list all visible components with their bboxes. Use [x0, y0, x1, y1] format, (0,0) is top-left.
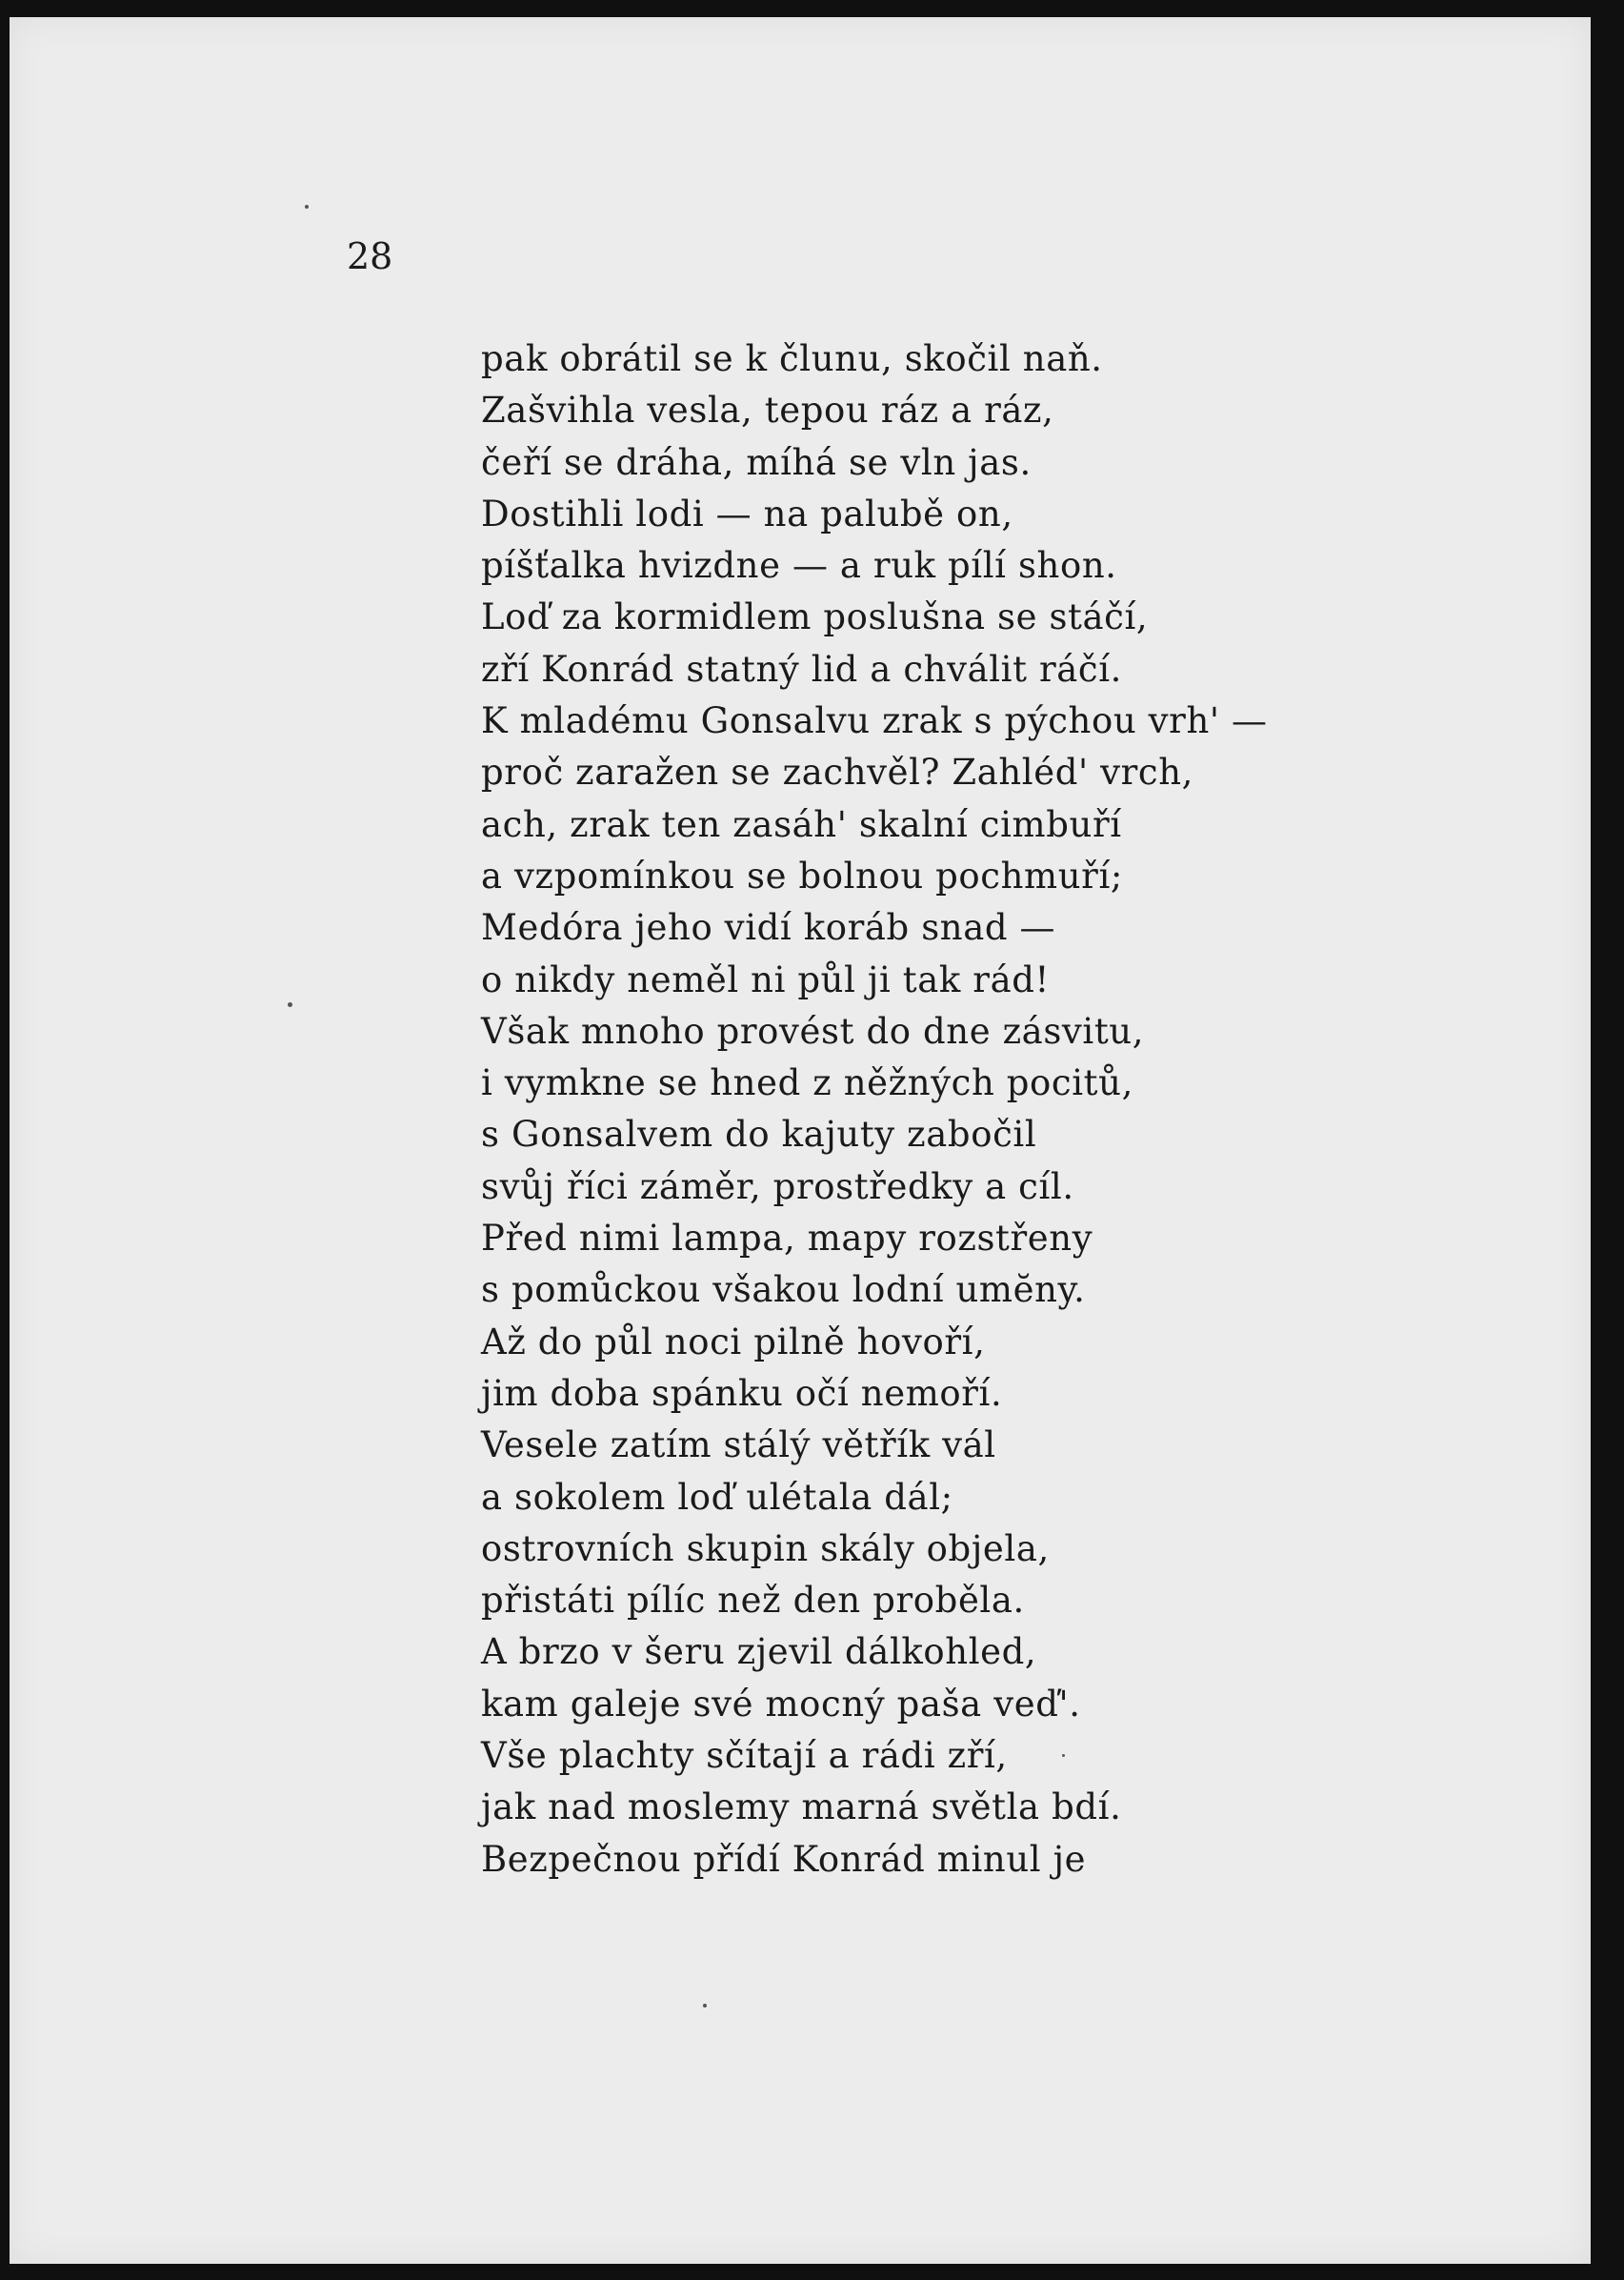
poem-line: svůj říci záměr, prostředky a cíl. — [481, 1165, 1074, 1207]
poem-line: K mladému Gonsalvu zrak s pýchou vrh' — — [481, 700, 1268, 742]
poem-line: pak obrátil se k člunu, skočil naň. — [481, 338, 1103, 379]
paper-speck — [288, 1002, 292, 1007]
poem-line: Zašvihla vesla, tepou ráz a ráz, — [481, 390, 1054, 432]
poem-line: jak nad moslemy marná světla bdí. — [481, 1786, 1122, 1828]
poem-line: a vzpomínkou se bolnou pochmuří; — [481, 855, 1123, 897]
poem-line: proč zaražen se zachvěl? Zahléd' vrch, — [481, 752, 1194, 794]
paper-speck — [703, 2004, 707, 2008]
poem-line: ostrovních skupin skály objela, — [481, 1527, 1050, 1569]
poem-line: Před nimi lampa, mapy rozstřeny — [481, 1218, 1093, 1260]
poem-line: Vesele zatím stálý větřík vál — [481, 1424, 996, 1466]
poem-line: s Gonsalvem do kajuty zabočil — [481, 1114, 1037, 1156]
poem-line: i vymkne se hned z něžných pocitů, — [481, 1062, 1133, 1104]
poem-line: Bezpečnou přídí Konrád minul je — [481, 1838, 1087, 1880]
poem-line: přistáti pílíc než den proběla. — [481, 1580, 1025, 1622]
poem-line: zří Konrád statný lid a chválit ráčí. — [481, 648, 1123, 690]
paper-speck — [305, 205, 309, 209]
poem-line: kam galeje své mocný paša veď'. — [481, 1683, 1081, 1725]
poem-line: a sokolem loď ulétala dál; — [481, 1476, 953, 1518]
poem-line: Loď za kormidlem poslušna se stáčí, — [481, 596, 1149, 638]
poem-line: o nikdy neměl ni půl ji tak rád! — [481, 958, 1050, 1000]
poem-line: jim doba spánku očí nemoří. — [481, 1372, 1003, 1414]
poem-line: Až do půl noci pilně hovoří, — [481, 1321, 986, 1362]
poem-line: čeří se dráha, míhá se vln jas. — [481, 441, 1032, 483]
poem-line: Dostihli lodi — na palubě on, — [481, 493, 1013, 535]
poem-line: Medóra jeho vidí koráb snad — — [481, 907, 1056, 949]
poem-line: ach, zrak ten zasáh' skalní cimbuří — [481, 803, 1122, 845]
page-number: 28 — [347, 235, 393, 277]
poem-line: A brzo v šeru zjevil dálkohled, — [481, 1631, 1037, 1673]
poem-line: s pomůckou všakou lodní umĕny. — [481, 1269, 1086, 1311]
poem-line: Vše plachty sčítají a rádi zří, — [481, 1735, 1008, 1777]
poem-line: Však mnoho provést do dne zásvitu, — [481, 1010, 1145, 1052]
poem-text — [481, 333, 1268, 1886]
poem-line: píšťalka hvizdne — a ruk pílí shon. — [481, 545, 1117, 587]
